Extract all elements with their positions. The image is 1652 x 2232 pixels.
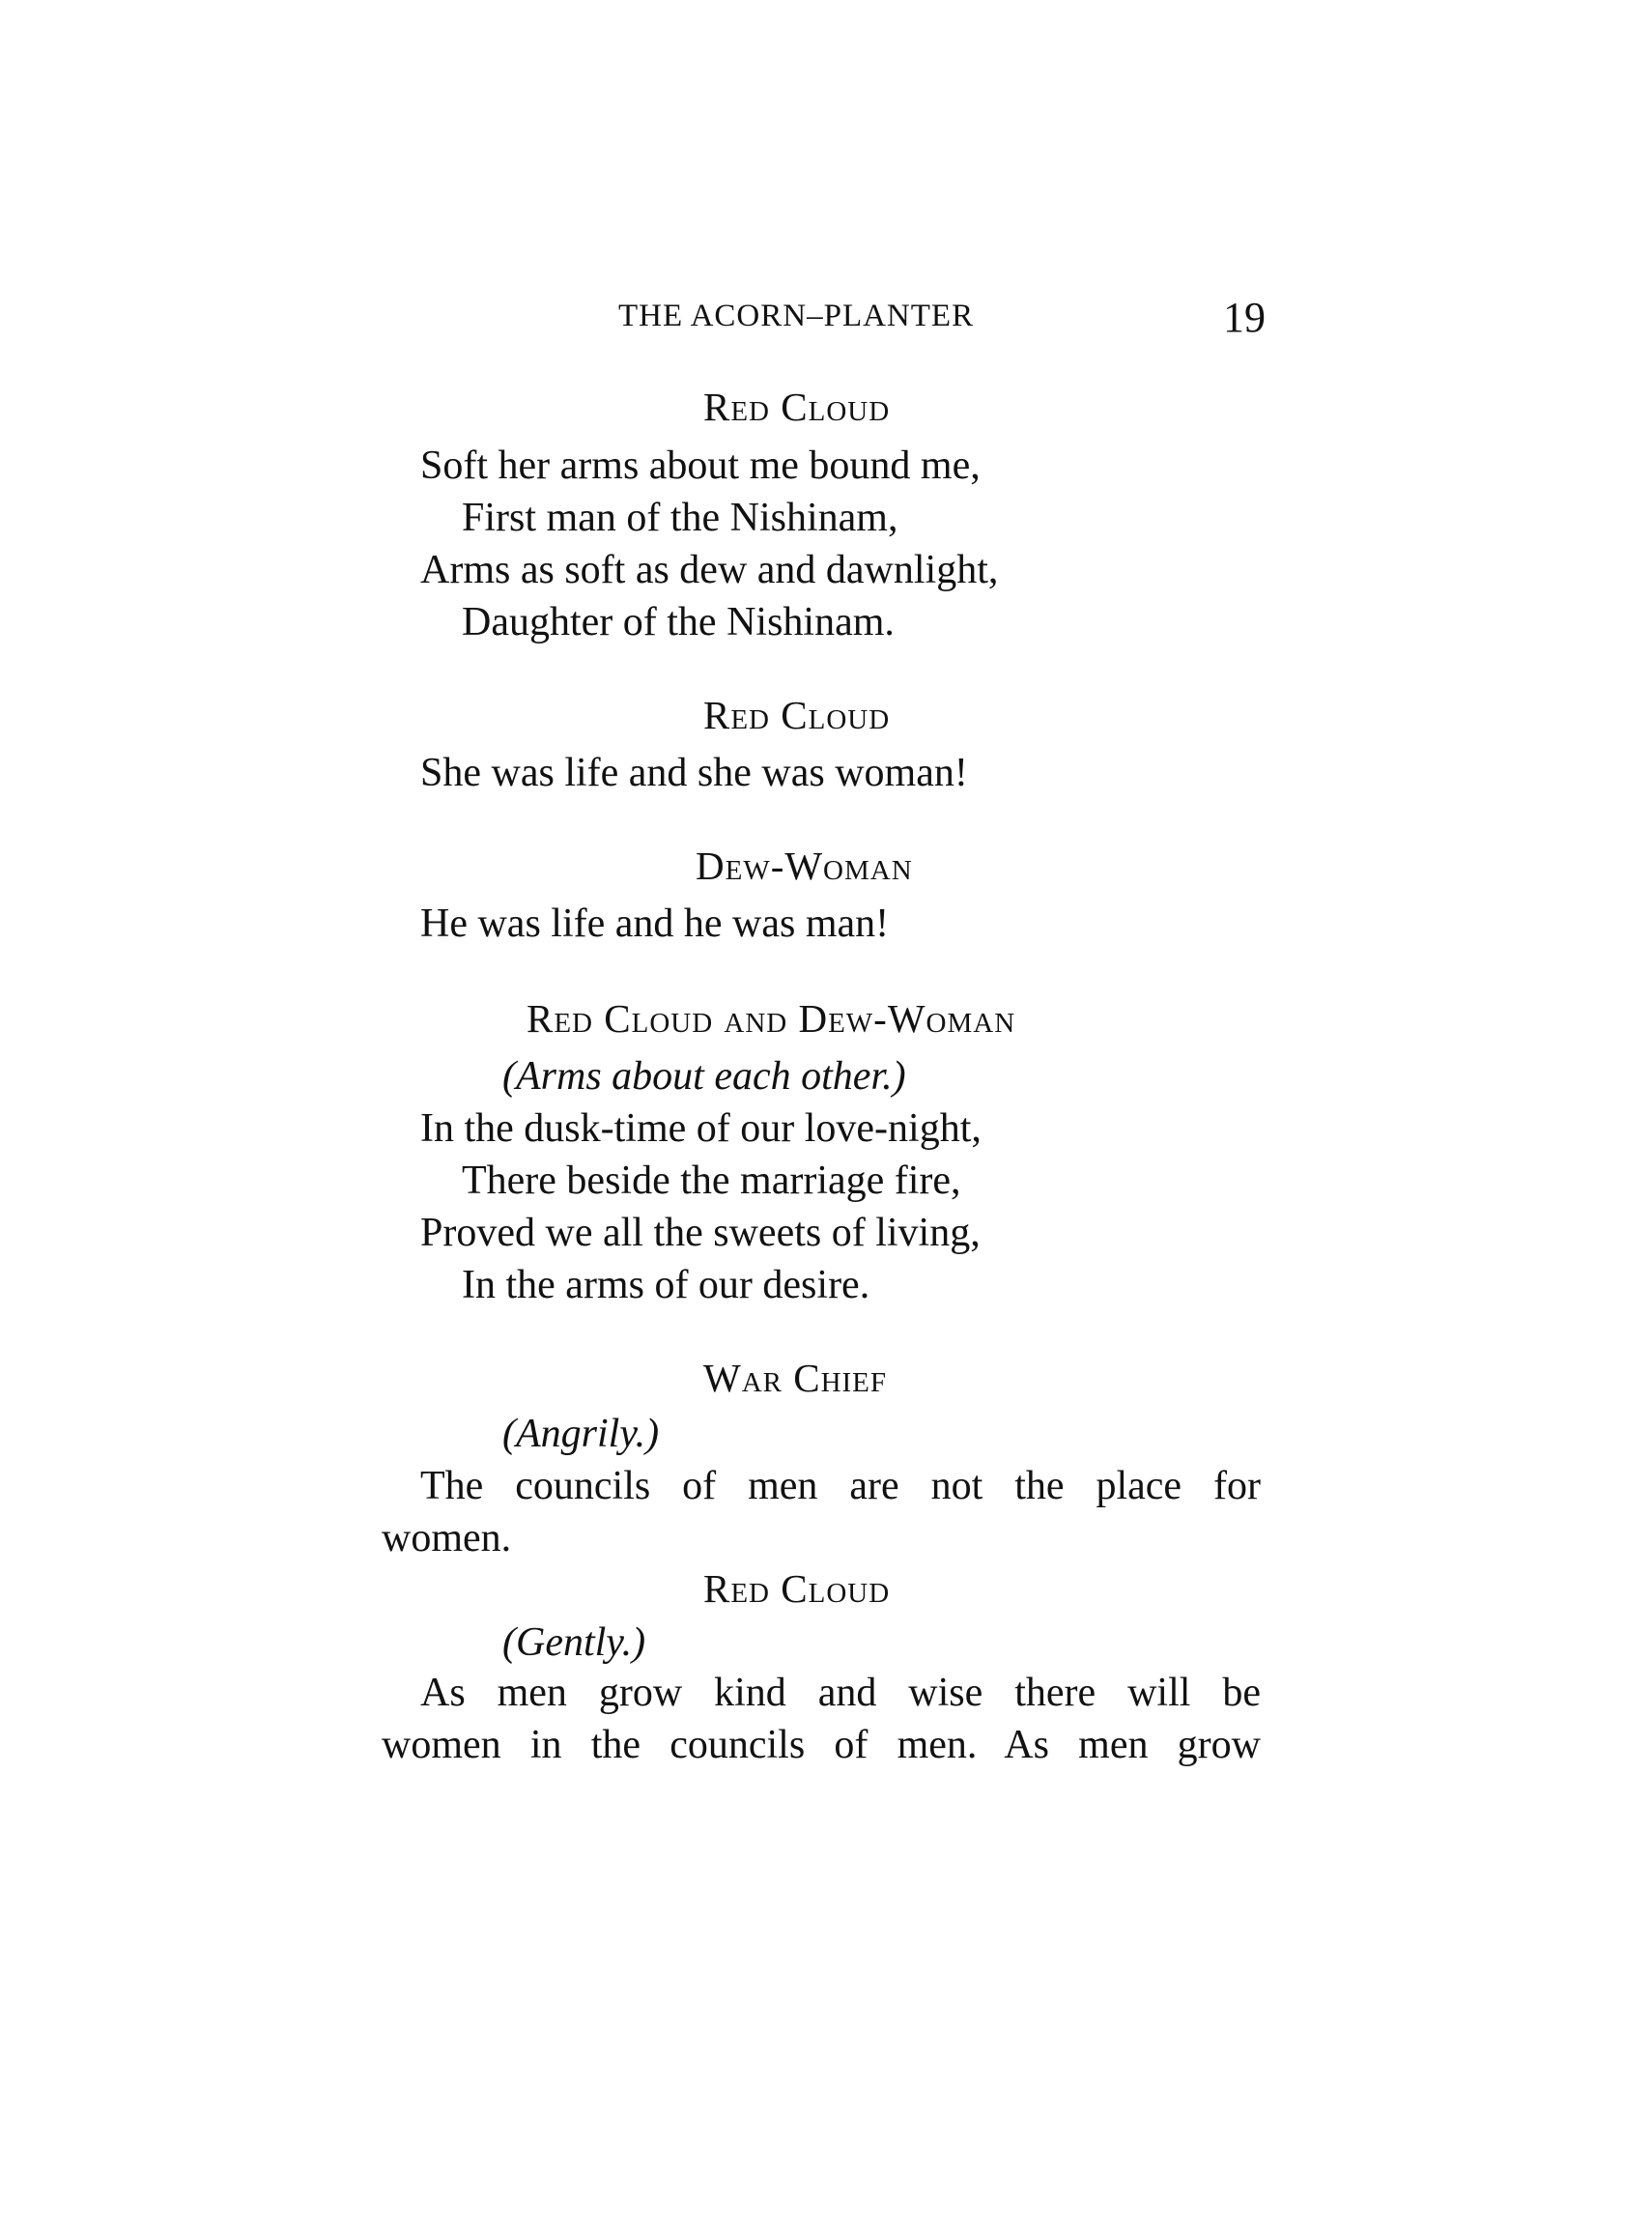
speaker-name: Red Cloud — [703, 385, 891, 429]
verse-line: In the arms of our desire. — [462, 1263, 870, 1307]
verse-line: First man of the Nishinam, — [462, 496, 898, 540]
prose-line: women in the councils of men. As men grow — [382, 1723, 1261, 1767]
page-header — [386, 293, 1266, 341]
stage-direction: (Arms about each other.) — [502, 1054, 906, 1099]
verse-line: Soft her arms about me bound me, — [420, 444, 981, 488]
verse-line: She was life and she was woman! — [420, 751, 968, 795]
speaker-name: Dew-Woman — [696, 844, 913, 888]
running-title: THE ACORN–PLANTER — [618, 299, 975, 333]
prose-line: As men grow kind and wise there will be — [420, 1671, 1261, 1715]
verse-line: There beside the marriage fire, — [462, 1159, 961, 1203]
speaker-name: Red Cloud — [703, 1566, 891, 1611]
verse-line: Arms as soft as dew and dawnlight, — [420, 548, 999, 592]
page-number: 19 — [1223, 294, 1266, 341]
speaker-name: War Chief — [703, 1356, 888, 1400]
verse-line: In the dusk-time of our love-night, — [420, 1106, 982, 1151]
prose-line: The councils of men are not the place for — [420, 1464, 1261, 1508]
verse-line: He was life and he was man! — [420, 901, 890, 946]
verse-line: Proved we all the sweets of living, — [420, 1211, 981, 1255]
speaker-name: Red Cloud and Dew-Woman — [527, 996, 1016, 1041]
verse-line: Daughter of the Nishinam. — [462, 600, 895, 644]
stage-direction: (Angrily.) — [502, 1412, 660, 1456]
prose-line: women. — [382, 1516, 512, 1560]
speaker-name: Red Cloud — [703, 693, 891, 737]
stage-direction: (Gently.) — [502, 1620, 646, 1665]
